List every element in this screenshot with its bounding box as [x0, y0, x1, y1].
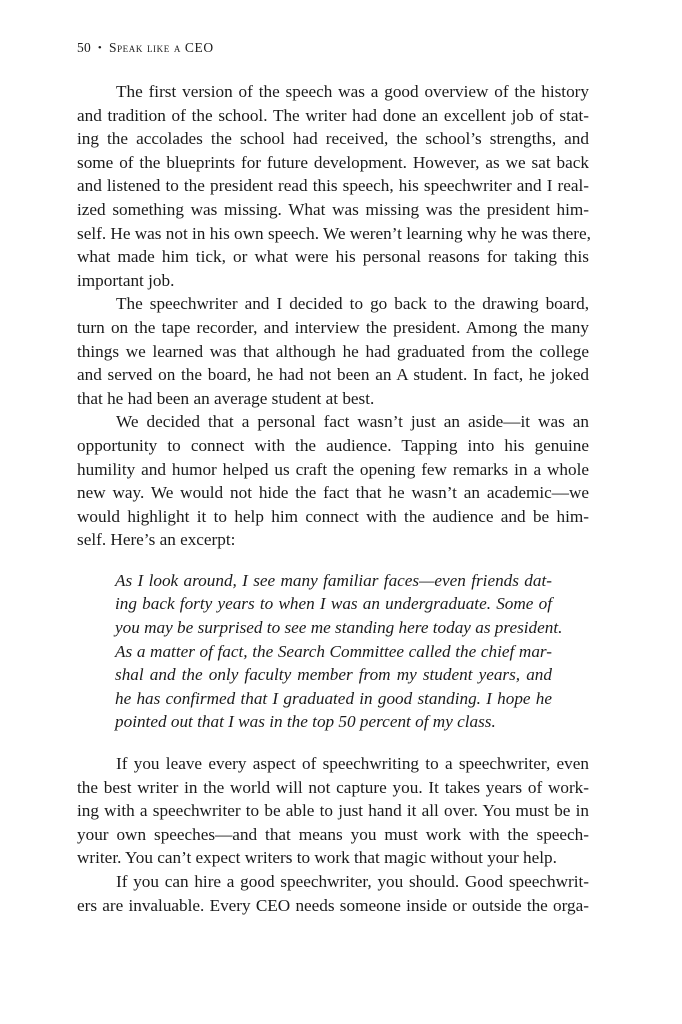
text-line: The first version of the speech was a good overview of the history [116, 82, 589, 101]
text-line: self. Here’s an excerpt: [77, 530, 236, 550]
paragraph-3 [77, 410, 589, 552]
text-line: what made him tick, or what were his personal reasons for taking this [77, 247, 589, 267]
text-line: that he had been an average student at best. [77, 388, 375, 408]
text-line: ing the accolades the school had received, the school’s strengths, and [77, 129, 589, 149]
text-line: ized something was missing. What was missing was the president him- [77, 199, 589, 219]
text-line: and tradition of the school. The writer had done an excellent job of stat- [77, 105, 589, 125]
quote-line: shal and the only faculty member from my student years, and [115, 665, 552, 685]
quote-line: As I look around, I see many familiar faces—even friends dat- [115, 570, 552, 590]
quote-line: he has confirmed that I graduated in good standing. I hope he [115, 688, 552, 708]
paragraph-5 [77, 870, 589, 917]
text-line: your own speeches—and that means you must work with the speech- [77, 824, 589, 844]
book-title: Speak like a CEO [108, 40, 214, 55]
block-quote [115, 569, 563, 734]
paragraph-1 [77, 80, 589, 292]
text-line: new way. We would not hide the fact that he wasn’t an academic—we [77, 483, 589, 503]
quote-line: ing back forty years to when I was an undergraduate. Some of [115, 594, 552, 614]
running-head [77, 40, 214, 56]
text-line: would highlight it to help him connect with the audience and be him- [77, 506, 589, 526]
text-line: opportunity to connect with the audience. Tapping into his genuine [77, 435, 589, 455]
text-line: humility and humor helped us craft the opening few remarks in a whole [77, 459, 589, 479]
page-number: 50 [77, 40, 91, 55]
quote-line: As a matter of fact, the Search Committee called the chief mar- [115, 641, 552, 661]
text-line: ers are invaluable. Every CEO needs someone inside or outside the orga- [77, 895, 589, 915]
text-line: If you can hire a good speechwriter, you should. Good speechwrit- [116, 872, 589, 891]
quote-line: you may be surprised to see me standing here today as president. [115, 618, 563, 638]
text-line: the best writer in the world will not capture you. It takes years of work- [77, 777, 589, 797]
text-line: turn on the tape recorder, and interview the president. Among the many [77, 317, 589, 337]
paragraph-4 [77, 752, 589, 870]
separator-bullet: • [97, 42, 102, 54]
text-line: The speechwriter and I decided to go back to the drawing board, [116, 294, 589, 314]
quote-line: pointed out that I was in the top 50 percent of my class. [115, 712, 496, 732]
text-line: important job. [77, 270, 175, 290]
text-line: If you leave every aspect of speechwriting to a speechwriter, even [116, 754, 589, 774]
text-line: things we learned was that although he had graduated from the college [77, 341, 589, 361]
text-line: and listened to the president read this speech, his speechwriter and I real- [77, 176, 589, 196]
text-line: writer. You can’t expect writers to work that magic without your help. [77, 848, 557, 868]
text-line: ing with a speechwriter to be able to just hand it all over. You must be in [77, 801, 589, 821]
text-line: some of the blueprints for future development. However, as we sat back [77, 152, 589, 172]
body-text [77, 80, 589, 917]
text-line: self. He was not in his own speech. We weren’t learning why he was there, [77, 223, 591, 243]
text-line: We decided that a personal fact wasn’t just an aside—it was an [116, 412, 589, 432]
text-line: and served on the board, he had not been an A student. In fact, he joked [77, 365, 589, 385]
paragraph-2 [77, 292, 589, 410]
